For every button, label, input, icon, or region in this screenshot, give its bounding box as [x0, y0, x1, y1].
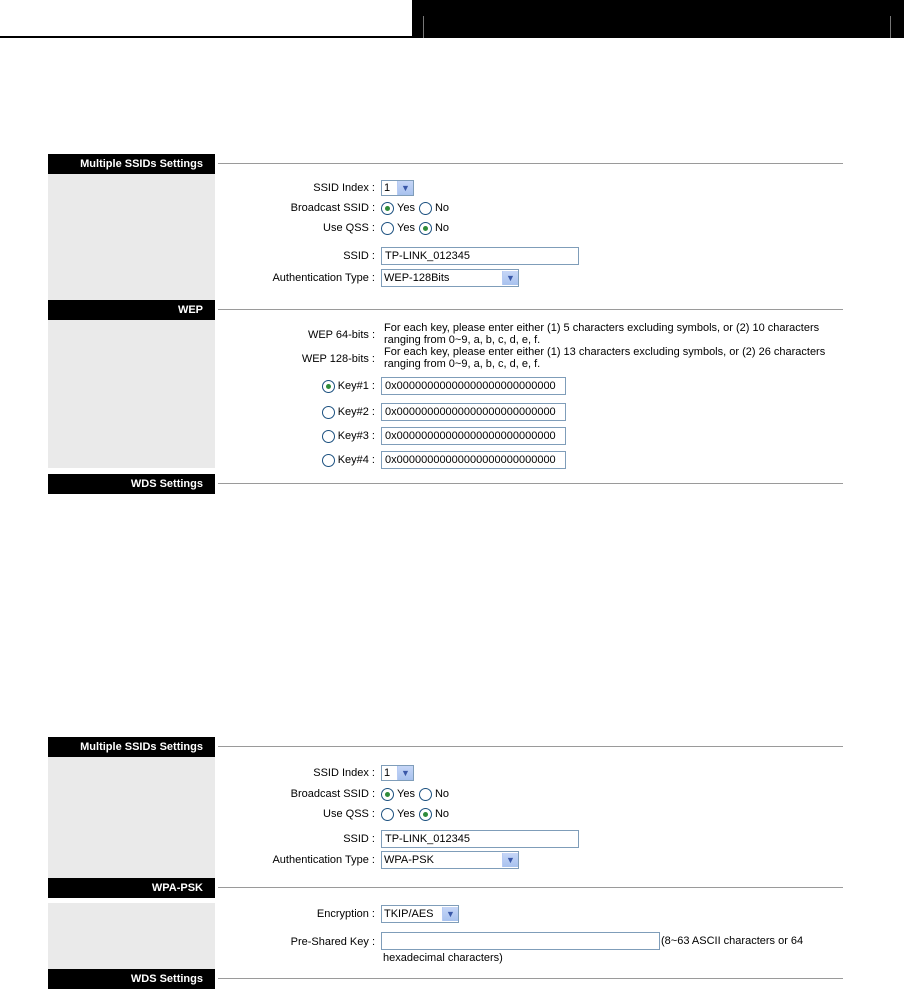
- header-divider: [890, 16, 891, 38]
- key1-radio[interactable]: [322, 380, 335, 393]
- ssid-index-select[interactable]: 1 ▼: [381, 765, 414, 781]
- ssid-index-row: [48, 763, 843, 783]
- qss-no-label: No: [434, 808, 450, 820]
- ssid-label: SSID :: [343, 833, 375, 845]
- broadcast-ssid-label: Broadcast SSID :: [290, 788, 375, 800]
- section-title: WDS Settings: [130, 973, 203, 985]
- broadcast-no-radio[interactable]: [419, 202, 432, 215]
- key2-radio[interactable]: [322, 406, 335, 419]
- ssid-row: [48, 829, 843, 849]
- broadcast-ssid-row: [48, 198, 843, 218]
- psk-hint-line2: hexadecimal characters): [383, 952, 503, 964]
- key4-row: [48, 450, 843, 470]
- qss-no-radio[interactable]: [419, 222, 432, 235]
- use-qss-row: [48, 218, 843, 238]
- broadcast-ssid-label: Broadcast SSID :: [290, 202, 375, 214]
- auth-type-row: [48, 850, 843, 870]
- section-title: Multiple SSIDs Settings: [80, 741, 203, 753]
- section-title: WDS Settings: [130, 478, 203, 490]
- qss-yes-label: Yes: [397, 808, 415, 820]
- qss-no-label: No: [434, 222, 450, 234]
- qss-yes-label: Yes: [397, 222, 415, 234]
- section-wds: [48, 969, 843, 989]
- pre-shared-key-label: Pre-Shared Key :: [290, 936, 375, 948]
- wep128-description: For each key, please enter either (1) 13 characters excluding symbols, or (2) 26 characters ranging from 0~9, a, b, c, d, e, f.: [384, 346, 826, 370]
- ssid-index-label: SSID Index :: [313, 767, 375, 779]
- ssid-input[interactable]: TP-LINK_012345: [381, 830, 579, 848]
- encryption-select[interactable]: TKIP/AES ▼: [381, 905, 459, 923]
- key2-input[interactable]: 0x00000000000000000000000000: [381, 403, 566, 421]
- psk-hint-line1: (8~63 ASCII characters or 64: [661, 935, 804, 947]
- wep-settings-panel: [48, 154, 843, 488]
- ssid-index-row: [48, 178, 843, 198]
- key1-label: Key#1 :: [337, 380, 375, 392]
- key3-row: [48, 426, 843, 446]
- section-multiple-ssids: [48, 737, 843, 757]
- chevron-down-icon: ▼: [397, 766, 413, 780]
- chevron-down-icon: ▼: [442, 907, 458, 921]
- key3-label: Key#3 :: [337, 430, 375, 442]
- section-wds: [48, 474, 843, 494]
- wep64-label: WEP 64-bits :: [307, 329, 375, 341]
- section-multiple-ssids: [48, 154, 843, 174]
- broadcast-no-label: No: [434, 202, 450, 214]
- auth-type-select[interactable]: WPA-PSK ▼: [381, 851, 519, 869]
- key3-radio[interactable]: [322, 430, 335, 443]
- qss-yes-radio[interactable]: [381, 808, 394, 821]
- qss-no-radio[interactable]: [419, 808, 432, 821]
- ssid-label: SSID :: [343, 250, 375, 262]
- wpa-psk-settings-panel: [48, 737, 843, 992]
- chevron-down-icon: ▼: [502, 271, 518, 285]
- broadcast-no-label: No: [434, 788, 450, 800]
- key2-label: Key#2 :: [337, 406, 375, 418]
- chevron-down-icon: ▼: [502, 853, 518, 867]
- broadcast-yes-label: Yes: [397, 202, 415, 214]
- header-bar: [412, 0, 904, 38]
- use-qss-row: [48, 804, 843, 824]
- qss-yes-radio[interactable]: [381, 222, 394, 235]
- section-wep: [48, 300, 843, 320]
- section-title: Multiple SSIDs Settings: [80, 158, 203, 170]
- ssid-input[interactable]: TP-LINK_012345: [381, 247, 579, 265]
- chevron-down-icon: ▼: [397, 181, 413, 195]
- ssid-index-select[interactable]: 1 ▼: [381, 180, 414, 196]
- auth-type-row: [48, 268, 843, 288]
- key4-label: Key#4 :: [337, 454, 375, 466]
- key4-input[interactable]: 0x00000000000000000000000000: [381, 451, 566, 469]
- wep64-description: For each key, please enter either (1) 5 characters excluding symbols, or (2) 10 characters ranging from 0~9, a, b, c, d, e, f.: [384, 322, 820, 346]
- pre-shared-key-input[interactable]: [381, 932, 660, 950]
- auth-type-label: Authentication Type :: [272, 272, 375, 284]
- auth-type-label: Authentication Type :: [272, 854, 375, 866]
- section-wpa-psk: [48, 878, 843, 898]
- section-title: WEP: [177, 304, 203, 316]
- broadcast-yes-radio[interactable]: [381, 202, 394, 215]
- broadcast-yes-label: Yes: [397, 788, 415, 800]
- broadcast-yes-radio[interactable]: [381, 788, 394, 801]
- key3-input[interactable]: 0x00000000000000000000000000: [381, 427, 566, 445]
- section-title: WPA-PSK: [151, 882, 203, 894]
- ssid-row: [48, 246, 843, 266]
- encryption-label: Encryption :: [316, 908, 375, 920]
- broadcast-ssid-row: [48, 784, 843, 804]
- header-rule: [0, 36, 412, 38]
- encryption-row: [48, 904, 843, 924]
- key1-row: [48, 376, 843, 396]
- header-divider: [423, 16, 424, 38]
- broadcast-no-radio[interactable]: [419, 788, 432, 801]
- wep128-label: WEP 128-bits :: [301, 353, 375, 365]
- use-qss-label: Use QSS :: [323, 222, 375, 234]
- use-qss-label: Use QSS :: [323, 808, 375, 820]
- key4-radio[interactable]: [322, 454, 335, 467]
- pre-shared-key-row: [48, 932, 843, 952]
- auth-type-select[interactable]: WEP-128Bits ▼: [381, 269, 519, 287]
- key2-row: [48, 402, 843, 422]
- ssid-index-label: SSID Index :: [313, 182, 375, 194]
- key1-input[interactable]: 0x00000000000000000000000000: [381, 377, 566, 395]
